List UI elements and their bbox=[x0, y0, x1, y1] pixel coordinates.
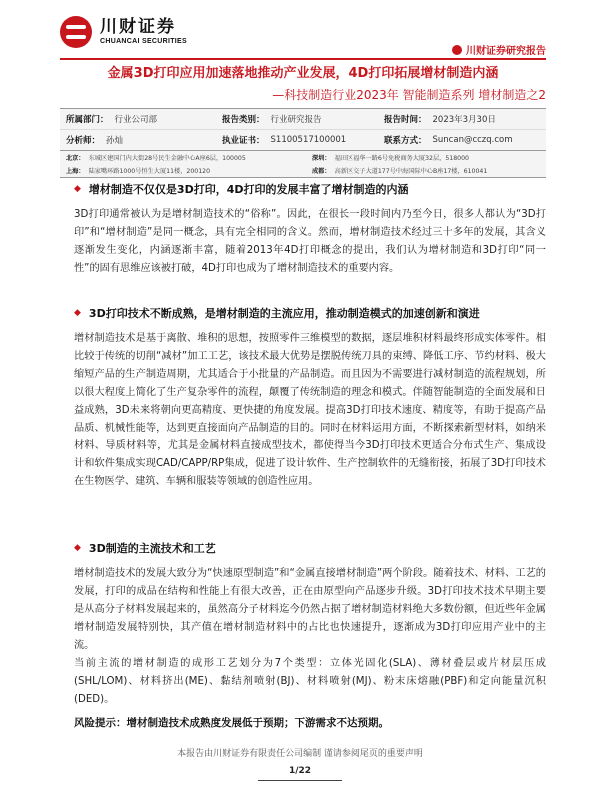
address-shanghai: 上海： 陆家嘴环路1000号恒生大厦11楼，200120 bbox=[66, 168, 211, 175]
diamond-bullet-icon: ◆ bbox=[74, 184, 81, 194]
report-tag-icon bbox=[452, 45, 462, 55]
risk-warning: 风险提示：增材制造技术成熟度发展低于预期；下游需求不达预期。 bbox=[74, 717, 389, 729]
section-paragraph: 增材制造技术是基于离散、堆积的思想，按照零件三维模型的数据，逐层堆积材料最终形成实体零件。相比较于传统的切削“减材”加工工艺，该技术最大优势是摆脱传统刀具的束缚、降低工序、节约材料、极大缩短产品的生产制造周期，尤其适合于小批量的产品制造。而且因为不需要进行减材制造的流程规划，所以很大程度上简化了生产复杂零件的流程，颠覆了传统制造的理念和模式。伴随智能制造的全面发展和日益成熟，3D未来将朝向更高精度、更快捷的角度发展。提高3D打印技术速度、精度等，有助于提高产品品质、机械性能等，达到更直接面向产品制造的目的。同时在材料运用方面，不断探索新型材料，如纳米材料、导质材料等，尤其是金属材料直接成型技术，都使得当今3D打印技术更适合分布式生产、集成设计和软件集成实现CAD/CAPP/RP集成，促进了设计软件、生产控制软件的无缝衔接，拓展了3D打印技术在生物医学、建筑、车辆和服装等领域的创造性应用。 bbox=[74, 333, 546, 488]
section-paragraph: 增材制造技术的发展大致分为“快速原型制造”和“金属直接增材制造”两个阶段。随着技术、材料、工艺的发展，打印的成品在结构和性能上有很大改善，正在由原型向产品逐步升级。3D打印技术技术早期主要是从高分子材料发展起来的，虽然高分子材料迄今仍然占据了增材制造材料绝大多数份额，但近些年金属增材制造发展特别快，其产值在增材制造材料中的占比也快速提升，逐渐成为3D打印应用产业中的主流。 bbox=[74, 568, 546, 651]
report-info-table bbox=[60, 108, 546, 151]
diamond-bullet-icon: ◆ bbox=[74, 308, 81, 318]
info-report-type: 报告类别： 行业研究报告 bbox=[222, 115, 322, 125]
address-shenzhen: 深圳： 福田区福华一路6号免税商务大厦32层，518000 bbox=[312, 155, 469, 162]
footer-divider bbox=[258, 780, 342, 781]
company-logo bbox=[60, 10, 240, 54]
section-heading: ◆ 增材制造不仅仅是3D打印，4D打印的发展丰富了增材制造的内涵 bbox=[74, 183, 409, 196]
address-row bbox=[60, 164, 546, 177]
report-tag-label: 川财证券研究报告 bbox=[466, 46, 546, 57]
info-analyst: 分析师： 孙灿 bbox=[66, 136, 124, 146]
logo-chinese-name: 川财证券 bbox=[100, 17, 176, 37]
diamond-bullet-icon: ◆ bbox=[74, 543, 81, 553]
info-report-date: 报告时间： 2023年3月30日 bbox=[384, 115, 496, 125]
info-certificate: 执业证书： S1100517100001 bbox=[222, 135, 347, 146]
info-row bbox=[60, 109, 546, 130]
info-row bbox=[60, 130, 546, 150]
info-department: 所属部门： 行业公司部 bbox=[66, 115, 158, 125]
section-paragraph: 3D打印通常被认为是增材制造技术的“俗称”。因此，在很长一段时间内乃至今日，很多人都认为“3D打印”和“增材制造”是同一概念，具有完全相同的含义。然而，增材制造技术经过三十多年的发展，其含义逐渐发生变化，内涵逐渐丰富，随着2013年4D打印概念的提出，我们认为增材制造和3D打印“同一性”的固有思维应该被打破，4D打印也成为了增材制造技术的重要内容。 bbox=[74, 209, 546, 274]
section-paragraph: 当前主流的增材制造的成形工艺划分为7个类型：立体光固化(SLA)、薄材叠层或片材层压成(SHL/LOM)、材料挤出(ME)、黏结剂喷射(BJ)、材料喷射(MJ)、粉末床熔融(PBF)和定向能量沉积(DED)。 bbox=[74, 658, 546, 705]
section-heading: ◆ 3D打印技术不断成熟，是增材制造的主流应用，推动制造模式的加速创新和演进 bbox=[74, 307, 480, 320]
footer-disclaimer: 本报告由川财证券有限责任公司编制 谨请参阅尾页的重要声明 bbox=[177, 749, 423, 759]
address-row bbox=[60, 151, 546, 164]
header-divider bbox=[60, 58, 546, 60]
report-subtitle: —科技制造行业2023年 智能制造系列 增材制造之2 bbox=[272, 88, 546, 102]
address-chengdu: 成都： 高新区交子大道177号中海国际中心B座17楼，610041 bbox=[312, 168, 488, 175]
report-title: 金属3D打印应用加速落地推动产业发展，4D打印拓展增材制造内涵 bbox=[107, 66, 499, 81]
address-beijing: 北京： 东城区建国门内大街28号民生金融中心A座6层，100005 bbox=[66, 155, 246, 162]
section-heading: ◆ 3D制造的主流技术和工艺 bbox=[74, 542, 216, 555]
report-tag bbox=[452, 42, 546, 57]
page-number: 1/22 bbox=[288, 766, 312, 776]
info-contact: 联系方式： Suncan@cczq.com bbox=[384, 135, 513, 146]
logo-english-name: CHUANCAI SECURITIES bbox=[100, 38, 187, 45]
logo-mark-icon bbox=[60, 16, 92, 48]
office-addresses bbox=[60, 151, 546, 178]
